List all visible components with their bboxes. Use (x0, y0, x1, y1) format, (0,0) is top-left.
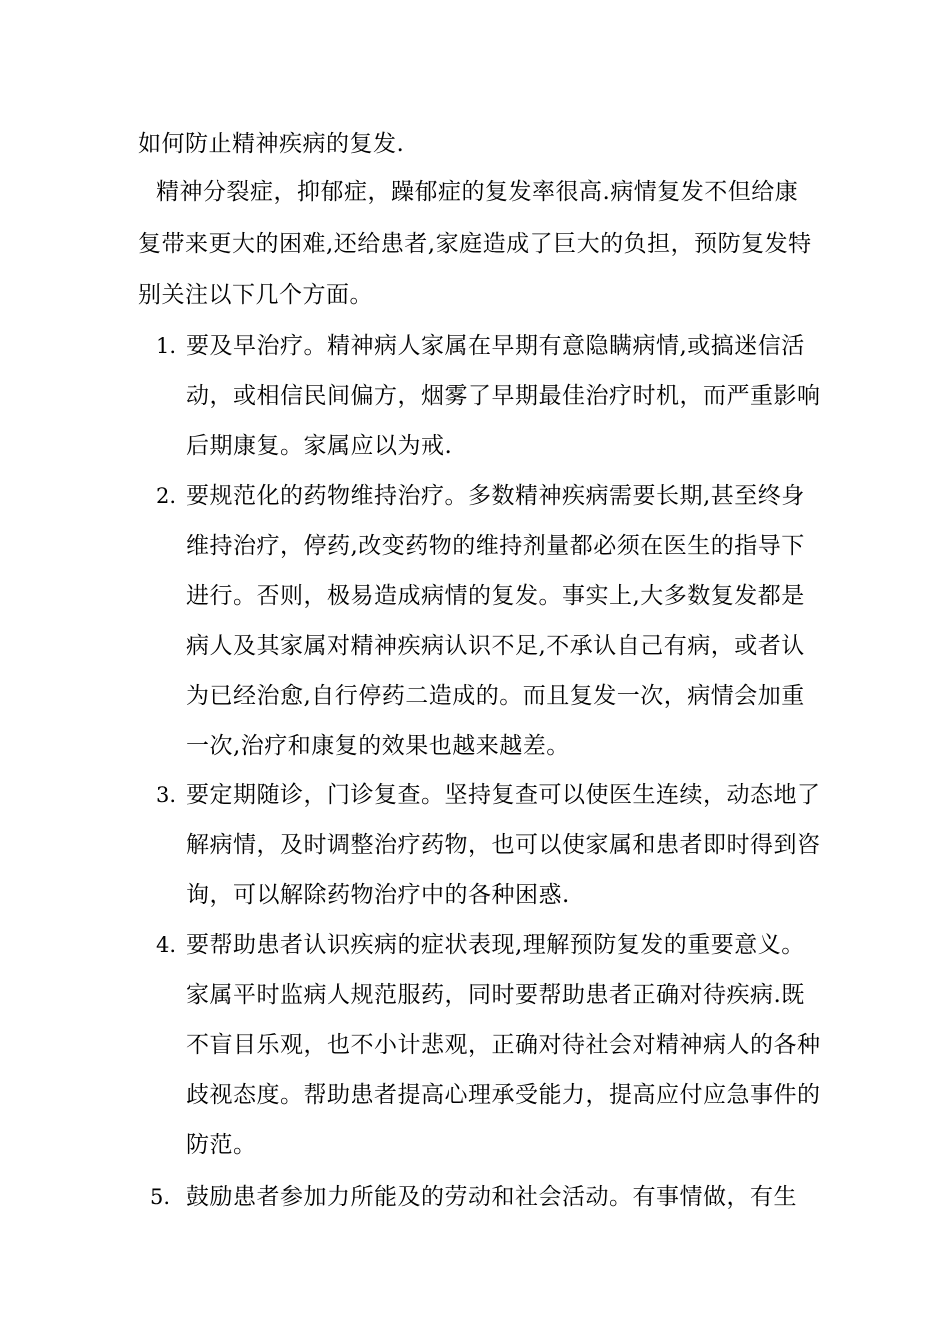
list-item-line: 病人及其家属对精神疾病认识不足,不承认自己有病，或者认 (186, 633, 805, 659)
list-item-line: 解病情，及时调整治疗药物，也可以使家属和患者即时得到咨 (186, 832, 821, 858)
list-item-line: 为已经治愈,自行停药二造成的。而且复发一次，病情会加重 (186, 683, 805, 709)
intro-line: 别关注以下几个方面。 (138, 282, 373, 308)
list-item-line: 进行。否则，极易造成病情的复发。事实上,大多数复发都是 (186, 583, 805, 609)
list-item-line: 防范。 (186, 1132, 257, 1158)
intro-line: 精神分裂症，抑郁症，躁郁症的复发率很高.病情复发不但给康 (156, 179, 799, 205)
list-item-line: 鼓励患者参加力所能及的劳动和社会活动。有事情做，有生 (186, 1184, 797, 1210)
list-item-line: 家属平时监病人规范服药，同时要帮助患者正确对待疾病.既 (186, 982, 805, 1008)
list-item-line: 动，或相信民间偏方，烟雾了早期最佳治疗时机，而严重影响 (186, 383, 821, 409)
list-item-line: 不盲目乐观，也不小计悲观，正确对待社会对精神病人的各种 (186, 1032, 821, 1058)
list-item-number: 1. (156, 334, 177, 358)
list-item-line: 要及早治疗。精神病人家属在早期有意隐瞒病情,或搞迷信活 (186, 333, 805, 359)
list-item-line: 后期康复。家属应以为戒. (186, 433, 453, 459)
document-title: 如何防止精神疾病的复发. (138, 131, 405, 157)
list-item-line: 询，可以解除药物治疗中的各种困惑. (186, 882, 570, 908)
list-item-line: 一次,治疗和康复的效果也越来越差。 (186, 733, 570, 759)
list-item-number: 3. (156, 783, 177, 807)
list-item-number: 4. (156, 933, 177, 957)
list-item-line: 歧视态度。帮助患者提高心理承受能力，提高应付应急事件的 (186, 1082, 821, 1108)
list-item-line: 要帮助患者认识疾病的症状表现,理解预防复发的重要意义。 (186, 932, 805, 958)
list-item-number: 2. (156, 484, 177, 508)
intro-line: 复带来更大的困难,还给患者,家庭造成了巨大的负担，预防复发特 (138, 231, 812, 257)
list-item-line: 要规范化的药物维持治疗。多数精神疾病需要长期,甚至终身 (186, 483, 805, 509)
list-item-number: 5. (150, 1185, 171, 1209)
list-item-line: 要定期随诊，门诊复查。坚持复查可以使医生连续，动态地了 (186, 782, 821, 808)
list-item-line: 维持治疗，停药,改变药物的维持剂量都必须在医生的指导下 (186, 533, 805, 559)
